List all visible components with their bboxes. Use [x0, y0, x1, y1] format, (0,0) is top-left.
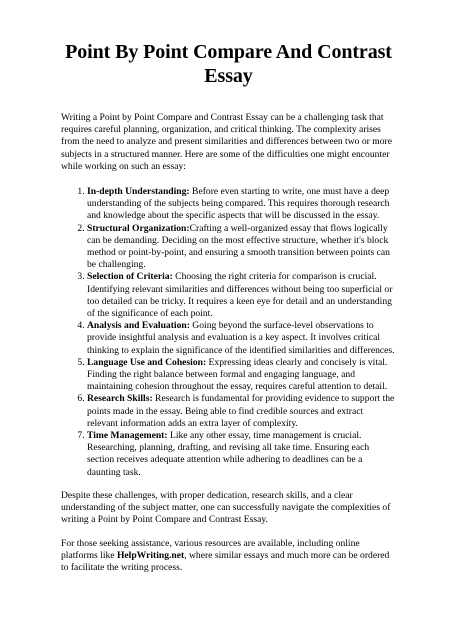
list-item — [87, 186, 396, 223]
list-item-label: In-depth Understanding: — [87, 186, 190, 198]
list-item — [87, 320, 396, 357]
closing-paragraph — [61, 538, 396, 575]
list-item-label: Selection of Criteria: — [87, 271, 173, 283]
list-item-label: Research Skills: — [87, 393, 153, 405]
helpwriting-link[interactable]: HelpWriting.net — [116, 549, 185, 561]
list-item-text: Research is fundamental for providing evidence to support the points made in the essay. Being able to find credible sources and extract relevant information adds an extra layer of complexity. — [87, 393, 395, 429]
list-item-label: Language Use and Cohesion: — [87, 356, 207, 368]
list-item-label: Structural Organization: — [87, 222, 190, 234]
list-item-text: Expressing ideas clearly and concisely is vital. Finding the right balance between formal and engaging language, and maintaining cohesion throughout the essay, requires careful attention to detail. — [87, 356, 388, 393]
difficulties-list — [61, 186, 396, 479]
list-item-label: Analysis and Evaluation: — [87, 320, 190, 332]
list-item-label: Time Management: — [87, 430, 168, 442]
conclusion-paragraph: Despite these challenges, with proper dedication, research skills, and a clear understanding of the subject matter, one can successfully navigate the complexities of writing a Point by Point Compare and Contrast Essay. — [61, 489, 391, 526]
list-item-text: Crafting a well-organized essay that flows logically can be demanding. Deciding on the most effective structure, whether it's block method or point-by-point, and ensuring a smooth transition between points can be challenging. — [87, 222, 390, 271]
list-item-text: Choosing the right criteria for comparison is crucial. Identifying relevant similarities and differences without being too superficial or too detailed can be tricky. It requires a keen eye for detail and an understanding of the significance of each point. — [87, 271, 393, 320]
list-item — [87, 357, 396, 394]
document-title: Point By Point Compare And Contrast Essay — [65, 41, 392, 87]
intro-paragraph: Writing a Point by Point Compare and Contrast Essay can be a challenging task that requires careful planning, organization, and critical thinking. The complexity arises from the need to analyze and present similarities and differences between two or more subjects in a structured manner. Here are some of the difficulties one might encounter while working on such an essay: — [61, 112, 392, 172]
list-item-text: Before even starting to write, one must have a deep understanding of the subjects being compared. This requires thorough research and knowledge about the specific aspects that will be discussed in the essay. — [87, 186, 390, 222]
list-item — [87, 271, 396, 320]
list-item-text: Like any other essay, time management is crucial. Researching, planning, drafting, and revising all take time. Ensuring each section receives adequate attention while adhering to deadlines can be a daunting task. — [87, 430, 370, 478]
list-item-text: Going beyond the surface-level observations to provide insightful analysis and evaluation is a key aspect. It involves critical thinking to explain the significance of the identified similarities and differences. — [87, 320, 395, 356]
list-item — [87, 430, 396, 479]
list-item — [87, 393, 396, 430]
list-item — [87, 223, 396, 272]
closing-text-before: For those seeking assistance, various resources are available, including online platforms like — [61, 537, 360, 561]
closing-text-after: , where similar essays and much more can be ordered to facilitate the writing process. — [61, 549, 390, 573]
